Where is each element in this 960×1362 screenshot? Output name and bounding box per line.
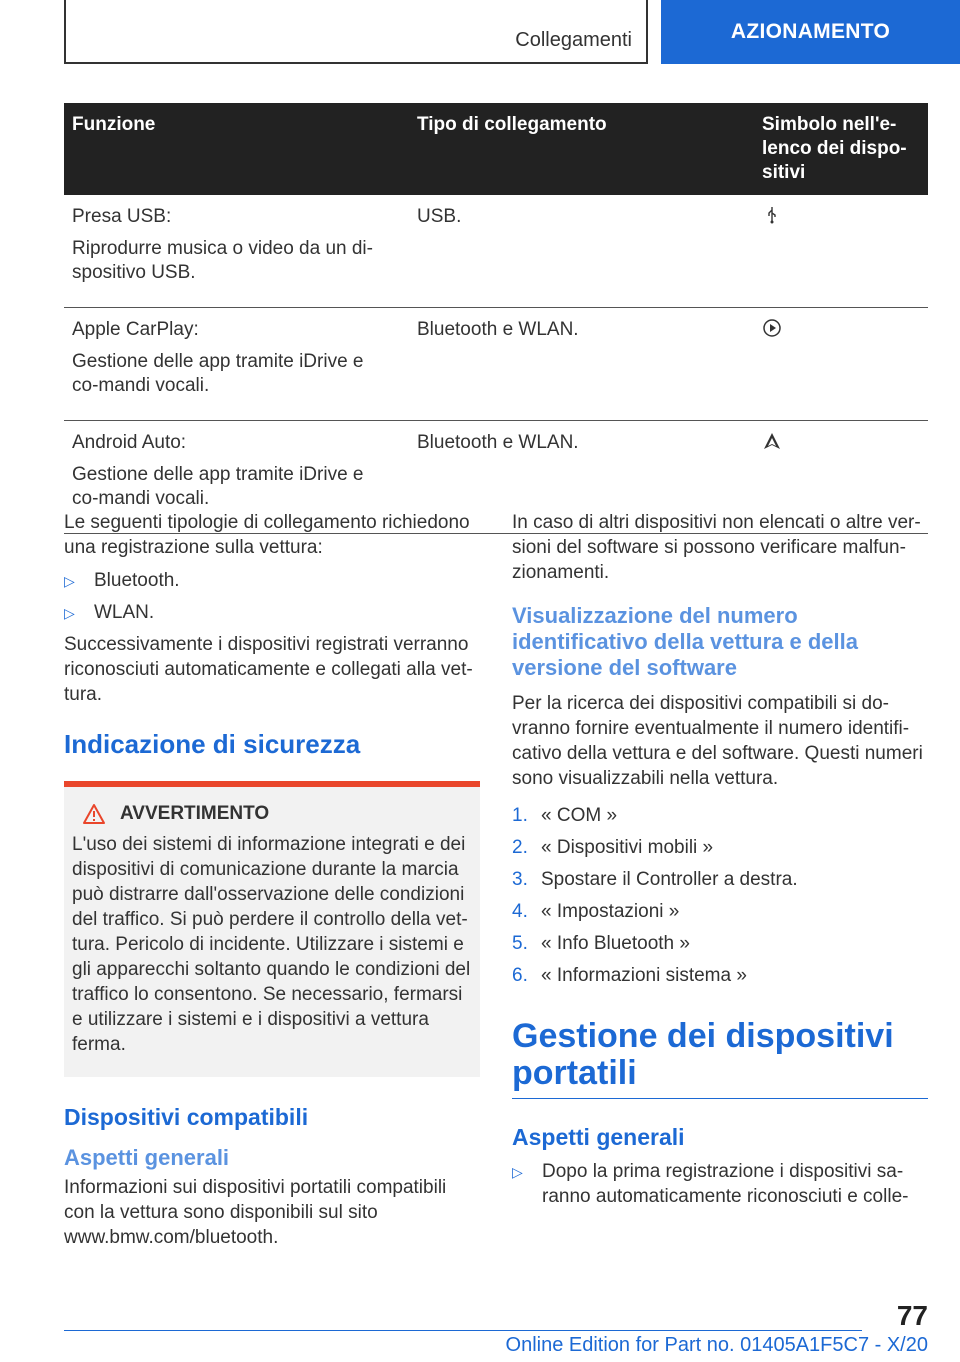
list-item-text: Bluetooth. <box>94 570 180 591</box>
warning-title-row <box>72 801 472 826</box>
general-aspects-heading-right: Aspetti generali <box>512 1124 685 1150</box>
carplay-icon <box>762 318 782 338</box>
function-description: Gestione delle app tramite iDrive e co-mandi vocali. <box>72 351 364 396</box>
function-title: Apple CarPlay: <box>72 319 199 340</box>
function-title: Android Auto: <box>72 432 187 453</box>
connection-table <box>64 103 928 534</box>
vin-version-heading: Visualizzazione del numero identificativo della vettura e della versione del software <box>512 603 858 680</box>
step-number: 3. <box>512 869 528 890</box>
safety-heading: Indicazione di sicurezza <box>64 729 361 759</box>
step-text: « COM » <box>541 805 618 826</box>
list-item <box>512 835 928 860</box>
table-header-cell: Tipo di collegamento <box>409 103 754 195</box>
footer-divider <box>64 1330 862 1331</box>
warning-title: AVVERTIMENTO <box>120 803 270 824</box>
step-text: « Informazioni sistema » <box>541 965 747 986</box>
table-cell-type: USB. <box>409 195 754 308</box>
step-text: « Info Bluetooth » <box>541 933 690 954</box>
malfunction-note: In caso di altri dispositivi non elencati o altre ver-sioni del software si possono verificare malfun-zionamenti. <box>512 512 921 583</box>
list-item <box>512 867 928 892</box>
usb-icon <box>762 205 782 225</box>
header-chapter-tab: AZIONAMENTO <box>661 0 960 64</box>
step-number: 4. <box>512 901 528 922</box>
bullet-triangle-icon: ▷ <box>64 605 75 621</box>
device-management-heading: Gestione dei dispositivi portatili <box>512 1018 928 1099</box>
function-description: Gestione delle app tramite iDrive e co-mandi vocali. <box>72 464 364 509</box>
list-item <box>64 568 480 594</box>
list-item <box>512 803 928 828</box>
list-item <box>512 899 928 924</box>
table-cell-type: Bluetooth e WLAN. <box>409 308 754 421</box>
warning-box <box>64 781 480 1077</box>
connection-after: Successivamente i dispositivi registrati verranno riconosciuti automaticamente e collegati alla vet-tura. <box>64 634 473 705</box>
bullet-triangle-icon: ▷ <box>512 1164 523 1180</box>
table-cell-symbol <box>754 195 928 308</box>
page-number: 77 <box>896 1300 928 1331</box>
right-column <box>512 510 928 1215</box>
table-header-row <box>64 103 928 195</box>
function-description: Riprodurre musica o video da un di-spositivo USB. <box>72 238 373 283</box>
list-item-text: WLAN. <box>94 602 155 623</box>
table-cell-function <box>64 308 409 421</box>
header-section-box <box>64 0 648 64</box>
table-cell-symbol <box>754 308 928 421</box>
table-header-text: Simbolo nell'e-lenco dei dispo-sitivi <box>762 114 907 183</box>
step-text: « Dispositivi mobili » <box>541 837 714 858</box>
table-row <box>64 195 928 308</box>
step-number: 5. <box>512 933 528 954</box>
compatible-devices-heading: Dispositivi compatibili <box>64 1104 309 1130</box>
step-number: 1. <box>512 805 528 826</box>
footer-edition: Online Edition for Part no. 01405A1F5C7 - X/20 <box>505 1334 928 1356</box>
general-aspects-text: Informazioni sui dispositivi portatili compatibili con la vettura sono disponibili sul sito www.bmw.com/bluetooth. <box>64 1177 447 1248</box>
list-item <box>512 1159 928 1209</box>
vin-version-text: Per la ricerca dei dispositivi compatibili si do-vranno fornire eventualmente il numero identifi-cativo della vettura e del software. Questi numeri sono visualizzabili nella vettura. <box>512 693 923 789</box>
step-text: Spostare il Controller a destra. <box>541 869 798 890</box>
list-item <box>64 600 480 626</box>
table-cell-function <box>64 195 409 308</box>
step-number: 6. <box>512 965 528 986</box>
table-header-cell <box>754 103 928 195</box>
step-text: « Impostazioni » <box>541 901 680 922</box>
bullet-triangle-icon: ▷ <box>64 573 75 589</box>
left-column <box>64 510 480 1258</box>
list-item <box>512 931 928 956</box>
table-header-cell: Funzione <box>64 103 409 195</box>
list-item-text: Dopo la prima registrazione i dispositivi sa-ranno automaticamente riconosciuti e colle- <box>542 1161 909 1207</box>
function-title: Presa USB: <box>72 206 172 227</box>
general-aspects-heading: Aspetti generali <box>64 1145 230 1170</box>
list-item <box>512 963 928 988</box>
table-cell-type: Bluetooth e WLAN. <box>409 421 754 534</box>
step-number: 2. <box>512 837 528 858</box>
table-row <box>64 308 928 421</box>
warning-text: L'uso dei sistemi di informazione integrati e dei dispositivi di comunicazione durante la marcia può distrarre dall'osservazione delle condizioni del traffico. Si può perdere il controllo della vet-tura. Pericolo di incidente. Utilizzare i sistemi e gli apparecchi soltanto quando le condizioni del traffico lo consentono. Se necessario, fermarsi e utilizzare i sistemi e i dispositivi a vettura ferma. <box>72 834 471 1055</box>
warning-triangle-icon <box>82 803 106 825</box>
connection-intro: Le seguenti tipologie di collegamento richiedono una registrazione sulla vettura: <box>64 512 470 558</box>
android-auto-icon <box>762 431 782 451</box>
header-section-title: Collegamenti <box>515 29 632 51</box>
